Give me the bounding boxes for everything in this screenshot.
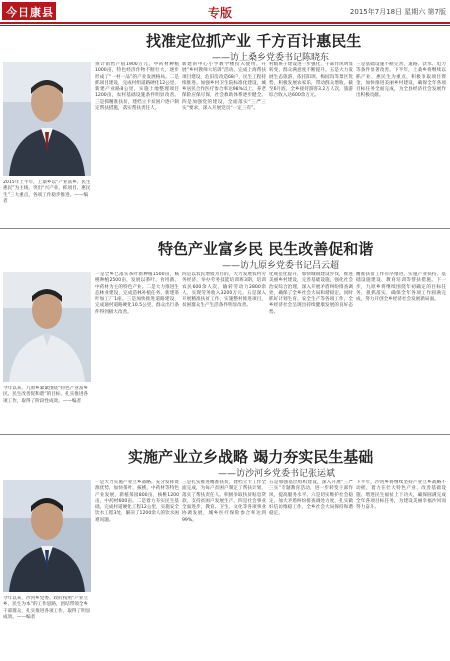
dateline: 2015年7月18日 星期六 第7版 (349, 8, 446, 16)
article-3-column-4: 下半年，沙河乡将继续坚持产业立乡战略不动摇，着力在壮大特色产业、改善基础设施、增进民生福祉上下功夫，确保圆满完成全年各项目标任务，为建设美丽幸福沙河而努力奋斗。 (356, 480, 446, 511)
article-3-column-3: 五是加强基层组织建设，深入开展“三严三实”专题教育活动，进一步转变干部作风，提高服务水平。六是切实维护社会稳定，加大矛盾纠纷排查调处力度，扎实做好信访维稳工作，全乡社会大局保持和谐稳定。 (269, 480, 353, 517)
article-2-subhead: ——访九原乡党委书记吕云超 (222, 261, 340, 271)
article-2-column-1: 一是全乡已落实茶叶新种植1500亩，核桃种植2500亩，发展以茶叶、食用菌、中药材为主的特色产业。二是大力推进生态林业建设，完成造林补植任务，新建茶叶加工厂1座。三是加快推进道路建设，完成通村道路硬化10.5公里，群众出行条件得到极大改善。 (95, 272, 179, 315)
article-1-photo-caption: 2015年上半年，上桑乡以“产业富乡、民生惠民”为主线，突出“兴产业、抓项目、惠民生”三大重点，各项工作稳步推进。——编者 (3, 180, 91, 204)
article-3-photo-caption: 今年以来，沙河乡党委、政府按照“产业立乡、民生为本”的工作思路，团结带领全乡干部群众，扎实推进各项工作，取得了明显成效。——编者 (3, 596, 91, 620)
masthead (0, 0, 450, 24)
article-2-column-2: 四是以农民增收为目的，大力发展农村劳务经济，举办劳务技能培训班3期，培训农民600余人次，输转劳动力2800余人，实现劳务收入3200万元。五是深入开展精准扶贫工作，实施整村推进项目，贫困群众生产生活条件明显改善。 (182, 272, 266, 309)
article-2-photo-caption: 今年以来，九原乡紧紧围绕“特色产业富乡民、民生改善促和谐”的目标，扎实推进各项工作，取得了阶段性成效。——编者 (3, 386, 89, 404)
masthead-rule-thin (0, 25, 450, 26)
article-1-headline: 找准定位抓产业 千方百计惠民生 (146, 32, 362, 50)
newspaper-logo-text: 今日康县 (6, 6, 54, 19)
section-divider-1 (0, 228, 450, 229)
masthead-rule (0, 22, 450, 24)
article-2-column-4: 精准扶贫工作有序推进，实施产业扶持、基础设施建设、教育培训等帮扶措施。下一步，九原乡将继续围绕年初确定的目标任务，狠抓落实，确保全年各项工作圆满完成，努力开创全乡经济社会发展新局面。 (356, 272, 446, 303)
article-3-column-1: 一是大力实施产业立乡战略。充分发挥资源优势，加快茶叶、核桃、中药材等特色产业发展，新植茶园800亩，核桃1200亩，中药材600亩。二是着力夯实民生基础，完成村道硬化工程12公里，实施安全饮水工程3处，解决了1200余人的饮水困难问题。 (95, 480, 179, 523)
article-1-column-1: 预计销售产值1900万元。中药材种植1000亩，特色经济作物不断壮大，逐步形成了“一村一品”的产业发展格局。二是抓项目建设，完成村组道路硬化12公里，新建产业路8公里，实施土地整理项目1200亩，农村基础设施条件明显改善。三是抓精准扶贫，建档立卡贫困户逐户制定帮扶措施，落实帮扶责任人。 (95, 62, 179, 112)
article-1-column-4: 三是基础设施不断完善，道路、饮水、电力等条件显著改善。下半年，上桑乡将继续以抓产业、惠民生为重点，积极争取项目资金，加快推进美丽乡村建设，确保全年各项目标任务全面完成，为全县经济社会发展作出积极贡献。 (356, 62, 446, 99)
article-1-portrait-photo (3, 62, 91, 176)
article-2-headline: 特色产业富乡民 民生改善促和谐 (158, 240, 374, 258)
article-3-portrait-photo (3, 480, 91, 592)
newspaper-logo (2, 2, 56, 20)
article-3-subhead: ——访沙河乡党委书记张运斌 (218, 469, 336, 479)
section-name: 专版 (208, 6, 233, 20)
article-1-subhead: ——访上桑乡党委书记陈晓东 (212, 53, 330, 63)
article-2-portrait-photo (3, 272, 91, 382)
section-divider-2 (0, 434, 450, 435)
article-2-column-3: 化规范化提升，加快城镇建设步伐，推进美丽乡村建设，完善基础设施，强化社会治安综合治理，深入开展矛盾纠纷排查调处，确保了全乡社会大局和谐稳定。同时抓好计划生育、安全生产等各项工作，全乡经济社会呈现出持续健康发展的良好态势。 (269, 272, 353, 315)
article-3-column-2: 三是扎实推进精准扶贫，建档立卡工作全面完成，为每户贫困户制定了帮扶计划，落实了帮扶责任人。积极争取扶贫贴息贷款，支持贫困户发展生产。四是社会事业全面进步，教育、卫生、文化等各项事业协调发展，城乡医疗保险参合率达到99%。 (182, 480, 266, 523)
article-1-column-2: 新建的中心小学教学楼投入使用，开展“乡村教师大培训”活动。完成上海帮扶项目建设，危旧房改造68户，民生工程持续推进。加强乡村卫生院标准化建设，城乡居民合作医疗参合率达98%以上，养老保险应保尽保，社会救助体系逐步健全。四是加强党的建设，全面落实“三严三实”要求，深入开展党员“一定三有”。 (182, 62, 266, 112)
article-3-headline: 实施产业立乡战略 竭力夯实民生基础 (128, 448, 374, 466)
article-1-column-3: 村级班子建设进一步强化，干部作风明显转变，群众满意度不断提升。五是大力发展生态旅游，依托阳坝、梅园沟等景区优势，积极发展农家乐，带动群众增收。截至6月底，全乡接待游客3.2万人次，旅游综合收入达600余万元。 (269, 62, 353, 99)
